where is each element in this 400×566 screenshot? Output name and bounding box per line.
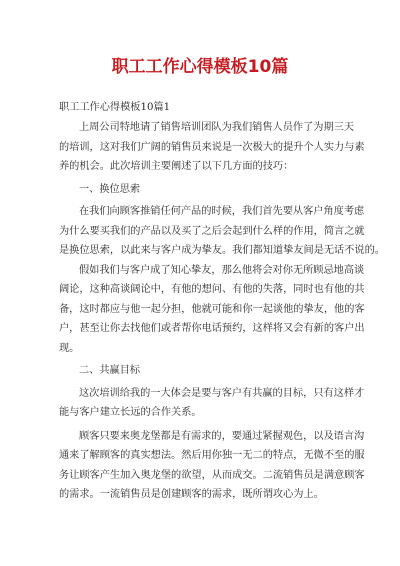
paragraph-line: 顾客只要来奥龙堡都是有需求的，要通过紧握观色，以及语言沟 bbox=[79, 430, 365, 442]
paragraph-line: 阔论，这种高谈阔论中，有他的想问、有他的失落，同时也有他的共 bbox=[59, 284, 365, 295]
paragraph-line: 现。 bbox=[59, 342, 80, 354]
section-paragraph bbox=[59, 384, 365, 423]
paragraph-line: 通来了解顾客的真实想法。然后用你独一无二的特点，无微不至的服 bbox=[59, 450, 365, 461]
intro-paragraph bbox=[59, 118, 365, 177]
document-subtitle: 职工工作心得模板10篇1 bbox=[59, 102, 171, 113]
section-paragraph bbox=[59, 202, 385, 358]
paragraph-line: 是换位思索，以此来与客户成为挚友。我们都知道挚友间是无话不说的。 bbox=[59, 245, 385, 256]
paragraph-line: 这次培训给我的一大体会是要与客户有共赢的目标，只有这样才 bbox=[79, 387, 365, 399]
paragraph-line: 上周公司特地请了销售培训团队为我们销售人员作了为期三天 bbox=[79, 122, 355, 133]
paragraph-line: 的需求。一流销售员是创建顾客的需求，既所谓攻心为上。 bbox=[59, 489, 324, 500]
paragraph-line: 为什么要买我们的产品以及买了之后会起到什么样的作用，简言之就 bbox=[59, 225, 365, 237]
paragraph-line: 户，甚至让你去找他们或者帮你电话预约，这样将又会有新的客户出 bbox=[59, 323, 365, 334]
paragraph-line: 在我们向顾客推销任何产品的时候，我们首先要从客户角度考虑 bbox=[79, 206, 365, 217]
paragraph-line: 备，这时都应与他一起分担，他就可能和你一起谈他的挚友，他的客 bbox=[59, 303, 365, 315]
paragraph-line: 务让顾客产生加入奥龙堡的欲望，从而成交。二流销售员是满意顾客 bbox=[59, 469, 365, 481]
section-paragraph bbox=[59, 427, 365, 505]
paragraph-line: 能与客户建立长远的合作关系。 bbox=[59, 407, 202, 418]
paragraph-line: 假如我们与客户成了知心挚友，那么他将会对你无所顾忌地高谈 bbox=[79, 264, 365, 276]
paragraph-line: 的培训，这对我们广阔的销售员来说是一次极大的提升个人实力与素 bbox=[59, 141, 365, 153]
section-heading: 二、共赢目标 bbox=[79, 365, 141, 376]
paragraph-line: 养的机会。此次培训主要阐述了以下几方面的技巧： bbox=[59, 161, 294, 172]
document-title: 职工工作心得模板10篇 bbox=[111, 57, 289, 77]
section-heading: 一、换位思索 bbox=[79, 183, 141, 195]
